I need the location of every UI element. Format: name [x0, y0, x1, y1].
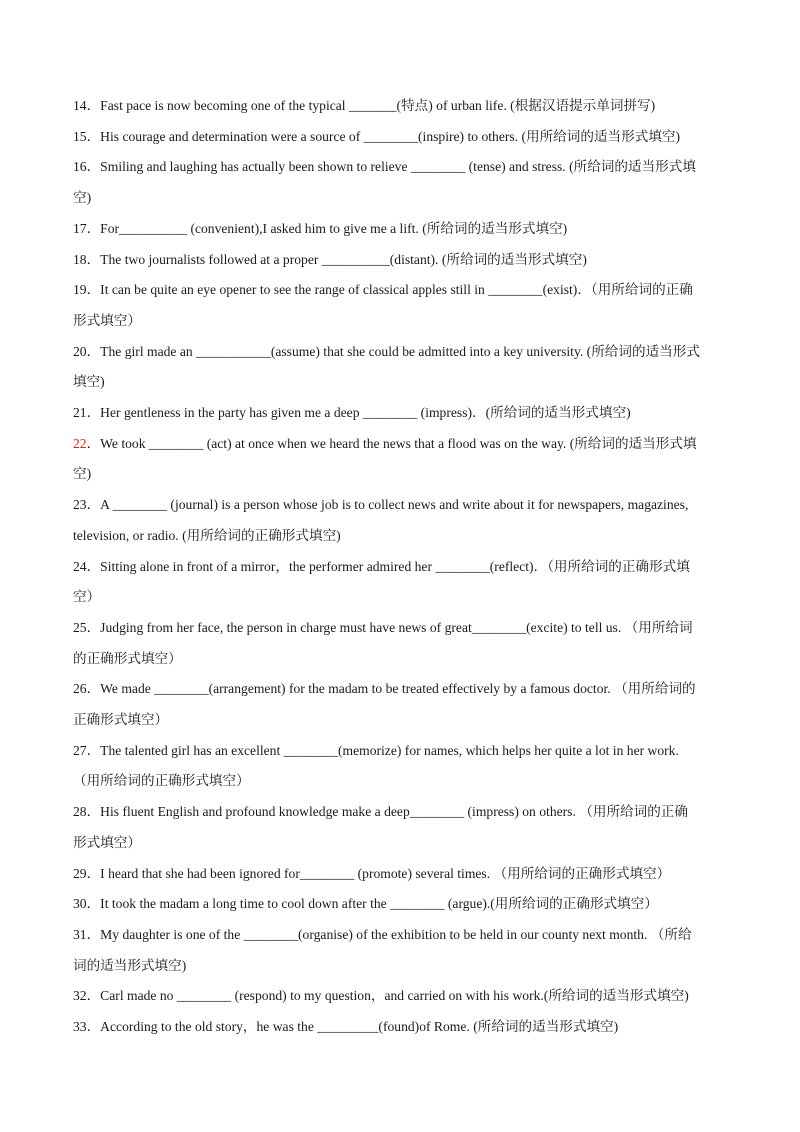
question-line — [73, 435, 733, 453]
question-number: 24 — [73, 558, 87, 574]
question-number: 21 — [73, 405, 87, 420]
question-text: ．Carl made no ________ (respond) to my question，and carried on with his work.(所给词的适当形式填空) — [86, 988, 689, 1004]
question-continuation-line — [73, 650, 733, 668]
question-line — [73, 680, 733, 698]
question-line — [73, 158, 733, 176]
question-text: 空） — [73, 589, 101, 605]
question-text: 形式填空） — [73, 312, 141, 328]
question-text: ．According to the old story，he was the _________(found)of Rome. (所给词的适当形式填空) — [86, 1019, 619, 1034]
question-text: ．Sitting alone in front of a mirror，the performer admired her ________(reflect)．（用所给词的正确形式填 — [86, 558, 690, 574]
question-number: 17 — [73, 220, 87, 236]
question-number: 16 — [73, 159, 87, 175]
question-number: 22 — [73, 435, 87, 451]
question-number: 23 — [73, 497, 87, 513]
question-text: ．The girl made an ___________(assume) that she could be admitted into a key university. (所给词的适当形式 — [86, 343, 700, 359]
question-number: 15 — [73, 128, 87, 144]
question-text: ．It took the madam a long time to cool down after the ________ (argue).(用所给词的正确形式填空） — [86, 896, 658, 912]
question-continuation-line — [73, 189, 733, 207]
question-continuation-line — [73, 957, 733, 975]
question-continuation-line — [73, 834, 733, 852]
question-text: ．The two journalists followed at a proper __________(distant). (所给词的适当形式填空) — [86, 251, 587, 267]
question-line — [73, 742, 733, 760]
question-number: 30 — [73, 896, 87, 912]
question-text: ．We made ________(arrangement) for the madam to be treated effectively by a famous doctor. （用所给词的 — [86, 681, 696, 697]
question-text: ．For__________ (convenient),I asked him to give me a lift. (所给词的适当形式填空) — [86, 220, 568, 236]
question-line — [73, 128, 733, 146]
question-text: ．Smiling and laughing has actually been shown to relieve ________ (tense) and stress. (所给词的适当形式填 — [86, 159, 696, 175]
question-number: 27 — [73, 742, 87, 758]
question-text: ．It can be quite an eye opener to see the range of classical apples still in ________(exist)．（用所给词的正确 — [86, 282, 693, 298]
question-continuation-line — [73, 772, 733, 790]
question-text: 词的适当形式填空) — [73, 957, 187, 973]
question-text: ．My daughter is one of the ________(organise) of the exhibition to be held in our county next month. （所给 — [86, 926, 692, 942]
question-continuation-line — [73, 711, 733, 729]
question-number: 25 — [73, 619, 87, 635]
question-number: 14 — [73, 98, 87, 113]
question-text: ．His fluent English and profound knowledge make a deep________ (impress) on others. （用所给词的正确 — [86, 804, 689, 820]
question-continuation-line — [73, 588, 733, 606]
question-line — [73, 281, 733, 299]
question-number: 31 — [73, 926, 87, 942]
question-number: 26 — [73, 681, 87, 697]
question-line — [73, 251, 733, 269]
question-number: 33 — [73, 1019, 87, 1034]
question-text: ．I heard that she had been ignored for________ (promote) several times. （用所给词的正确形式填空） — [86, 865, 671, 881]
question-line — [73, 803, 733, 821]
question-text: 空) — [73, 466, 92, 482]
question-line — [73, 343, 733, 361]
question-line — [73, 1018, 733, 1036]
question-continuation-line — [73, 465, 733, 483]
question-number: 20 — [73, 343, 87, 359]
question-number: 32 — [73, 988, 87, 1004]
question-text: 空) — [73, 190, 92, 206]
question-line — [73, 895, 733, 913]
question-line — [73, 987, 733, 1005]
question-continuation-line — [73, 312, 733, 330]
question-line — [73, 404, 733, 422]
question-line — [73, 558, 733, 576]
question-number: 29 — [73, 865, 87, 881]
question-number: 28 — [73, 804, 87, 820]
question-text: （用所给词的正确形式填空） — [73, 773, 250, 789]
question-line — [73, 619, 733, 637]
question-line — [73, 220, 733, 238]
question-text: 形式填空） — [73, 834, 141, 850]
question-text: television, or radio. (用所给词的正确形式填空) — [73, 527, 341, 543]
question-number: 19 — [73, 282, 87, 298]
question-text: 正确形式填空） — [73, 712, 169, 727]
question-continuation-line — [73, 373, 733, 391]
question-text: ．Judging from her face, the person in charge must have news of great________(excite) to tell us. （用所给词 — [86, 619, 693, 635]
question-continuation-line — [73, 527, 733, 545]
question-text: ．Fast pace is now becoming one of the typical _______(特点) of urban life. (根据汉语提示单词拼写) — [86, 98, 656, 113]
question-line — [73, 496, 733, 514]
question-text: ．Her gentleness in the party has given me a deep ________ (impress)．(所给词的适当形式填空) — [86, 405, 631, 420]
question-text: 的正确形式填空） — [73, 650, 182, 666]
question-text: ．A ________ (journal) is a person whose job is to collect news and write about it for newspapers, magazines, — [86, 497, 689, 513]
question-line — [73, 865, 733, 883]
question-text: 填空) — [73, 374, 105, 390]
question-text: ．We took ________ (act) at once when we heard the news that a flood was on the way. (所给词的适当形式填 — [86, 435, 697, 451]
question-number: 18 — [73, 251, 87, 267]
question-text: ．The talented girl has an excellent ________(memorize) for names, which helps her quite a lot in her work. — [86, 742, 679, 758]
question-line — [73, 926, 733, 944]
question-line — [73, 97, 733, 115]
question-text: ．His courage and determination were a source of ________(inspire) to others. (用所给词的适当形式填空) — [86, 128, 681, 144]
